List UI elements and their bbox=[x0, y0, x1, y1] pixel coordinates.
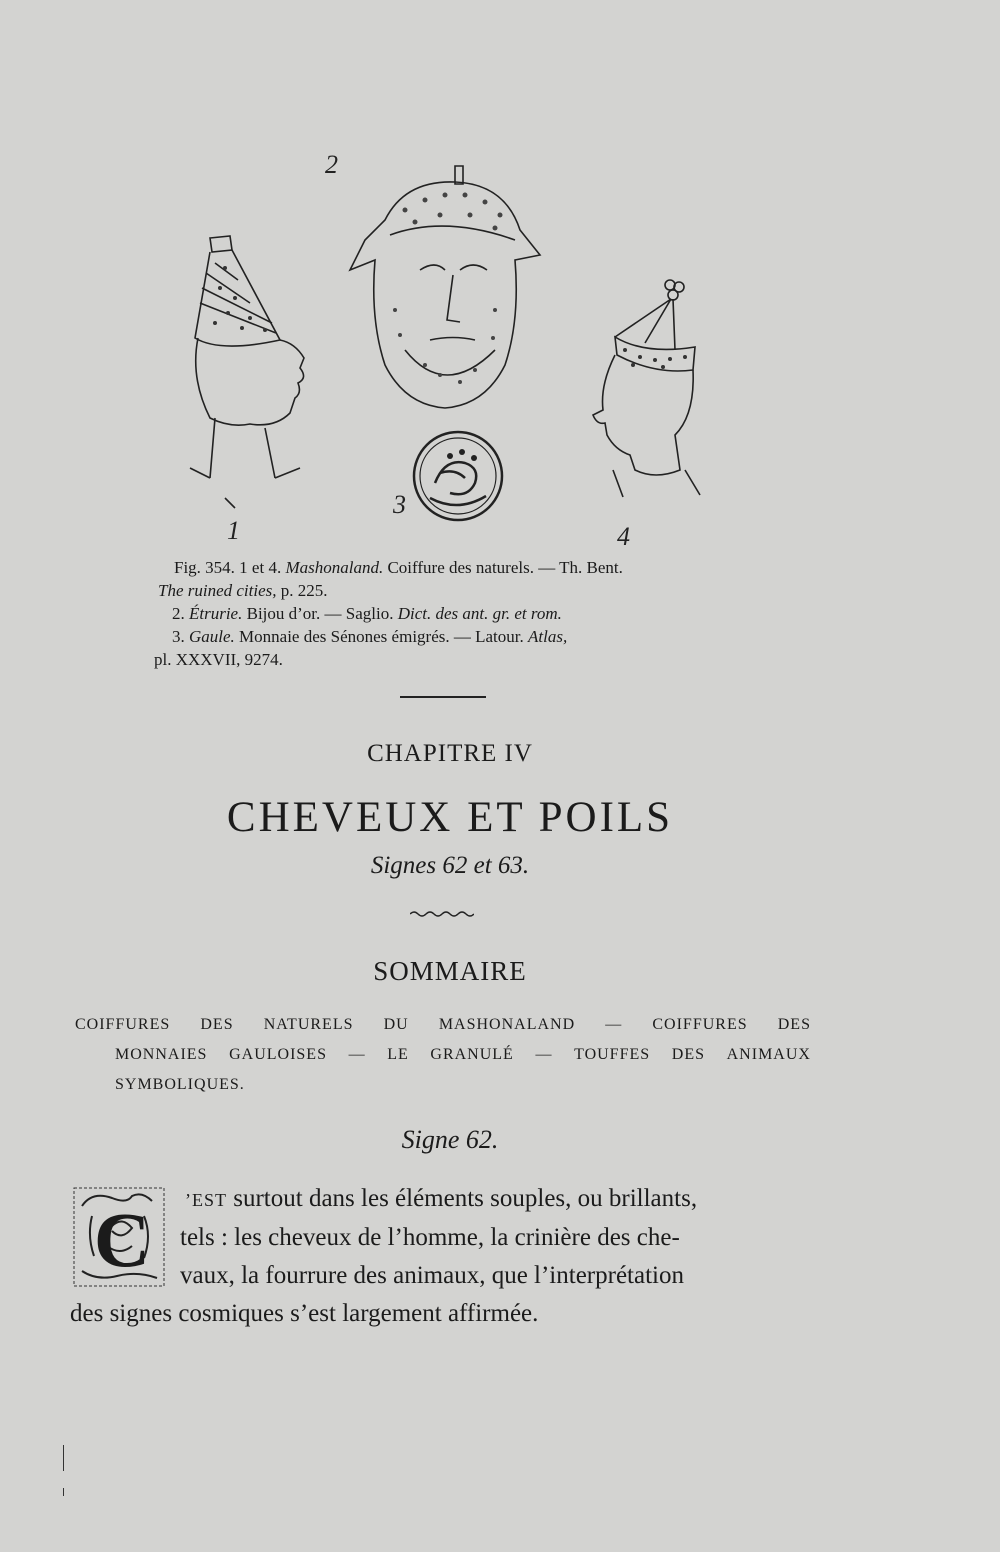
section-heading: Signe 62. bbox=[401, 1125, 499, 1154]
sommaire-word: GAULOISES bbox=[229, 1046, 327, 1063]
figure-caption bbox=[70, 556, 770, 671]
dropcap-letter: C bbox=[93, 1196, 151, 1283]
margin-mark bbox=[63, 1445, 64, 1471]
sommaire-word: — bbox=[535, 1046, 553, 1063]
wavy-ornament bbox=[410, 910, 474, 918]
caption-text: Monnaie des Sénones émigrés. — Latour. bbox=[234, 627, 528, 646]
sommaire-line-3: SYMBOLIQUES. bbox=[115, 1076, 245, 1093]
sommaire-text bbox=[75, 1010, 811, 1100]
caption-dict-title: Dict. des ant. gr. et rom. bbox=[397, 604, 562, 623]
illustration-mashonaland-head-1 bbox=[180, 228, 320, 518]
caption-text: p. 225. bbox=[276, 581, 328, 600]
illustration-etrurie-bijou bbox=[345, 160, 545, 415]
body-line-1 bbox=[70, 1180, 810, 1219]
caption-line-4 bbox=[70, 625, 770, 648]
sommaire-line-1 bbox=[75, 1010, 811, 1040]
caption-fig-number: Fig. 354. 1 et 4. bbox=[174, 558, 286, 577]
smallcaps-opening: ’EST bbox=[185, 1190, 227, 1210]
illustration-gaule-monnaie bbox=[410, 428, 506, 524]
body-line-4: des signes cosmiques s’est largement affirmée. bbox=[70, 1300, 539, 1327]
caption-book-title: The ruined cities, bbox=[158, 581, 277, 600]
margin-mark bbox=[63, 1488, 64, 1496]
figure-label-4: 4 bbox=[617, 522, 630, 551]
chapter-title: CHEVEUX ET POILS bbox=[226, 794, 674, 841]
caption-place-etrurie: Étrurie. bbox=[189, 604, 243, 623]
figure-label-1: 1 bbox=[227, 516, 240, 545]
sommaire-word: — bbox=[605, 1016, 623, 1033]
caption-line-5: pl. XXXVII, 9274. bbox=[154, 650, 283, 669]
figure-label-2: 2 bbox=[325, 150, 338, 179]
sommaire-word: MASHONALAND bbox=[438, 1016, 576, 1033]
body-line-3: vaux, la fourrure des animaux, que l’interprétation bbox=[180, 1262, 684, 1289]
sommaire-word: COIFFURES bbox=[75, 1016, 171, 1033]
sommaire-word: COIFFURES bbox=[652, 1016, 748, 1033]
sommaire-word: NATURELS bbox=[263, 1016, 354, 1033]
sommaire-word: ANIMAUX bbox=[726, 1046, 811, 1063]
sommaire-word: LE bbox=[387, 1046, 409, 1063]
figure-label-3: 3 bbox=[393, 490, 406, 519]
chapter-signes: Signes 62 et 63. bbox=[370, 852, 530, 879]
sommaire-word: DU bbox=[383, 1016, 409, 1033]
body-paragraph bbox=[70, 1180, 810, 1333]
caption-line-3 bbox=[70, 602, 770, 625]
caption-line-2 bbox=[70, 579, 770, 602]
caption-line-1 bbox=[70, 556, 770, 579]
sommaire-word: GRANULÉ bbox=[430, 1046, 514, 1063]
sommaire-word: DES bbox=[671, 1046, 705, 1063]
sommaire-line-2 bbox=[75, 1040, 811, 1070]
chapter-label: CHAPITRE IV bbox=[367, 740, 533, 767]
sommaire-word: — bbox=[348, 1046, 366, 1063]
sommaire-word: DES bbox=[777, 1016, 811, 1033]
caption-text: Coiffure des naturels. — Th. Bent. bbox=[383, 558, 623, 577]
body-line-2: tels : les cheveux de l’homme, la crinière des che- bbox=[180, 1224, 680, 1251]
caption-place-gaule: Gaule. bbox=[189, 627, 235, 646]
sommaire-word: TOUFFES bbox=[574, 1046, 651, 1063]
sommaire-heading: SOMMAIRE bbox=[373, 956, 527, 986]
caption-text: 3. bbox=[172, 627, 189, 646]
body-text: surtout dans les éléments souples, ou brillants, bbox=[227, 1185, 698, 1212]
caption-text: Bijou d’or. — Saglio. bbox=[242, 604, 398, 623]
section-rule bbox=[400, 696, 486, 698]
sommaire-word: DES bbox=[200, 1016, 234, 1033]
caption-atlas: Atlas, bbox=[528, 627, 568, 646]
illustration-mashonaland-head-4 bbox=[575, 275, 705, 505]
caption-text: 2. bbox=[172, 604, 189, 623]
caption-place-mashonaland: Mashonaland. bbox=[285, 558, 384, 577]
sommaire-word: MONNAIES bbox=[115, 1046, 208, 1063]
